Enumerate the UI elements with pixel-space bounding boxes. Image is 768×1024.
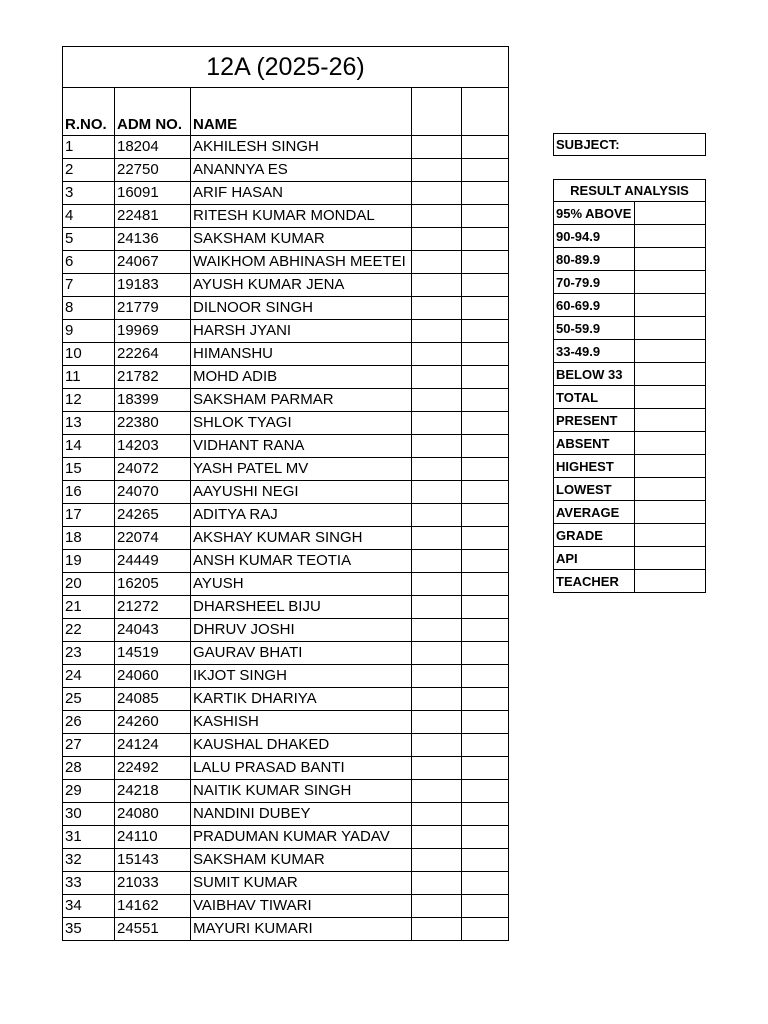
- adm-no-cell[interactable]: 24070: [115, 481, 191, 504]
- adm-no-cell[interactable]: 22492: [115, 757, 191, 780]
- blank-cell[interactable]: [462, 872, 509, 895]
- rno-cell[interactable]: 10: [63, 343, 115, 366]
- analysis-row: [554, 386, 706, 409]
- blank-cell[interactable]: [412, 504, 462, 527]
- blank-cell[interactable]: [462, 803, 509, 826]
- rno-cell[interactable]: 14: [63, 435, 115, 458]
- adm-no-cell[interactable]: 24136: [115, 228, 191, 251]
- analysis-label: 33-49.9: [554, 340, 635, 363]
- blank-cell[interactable]: [462, 412, 509, 435]
- blank-cell[interactable]: [412, 412, 462, 435]
- analysis-label: 80-89.9: [554, 248, 635, 271]
- student-roster-table: [62, 46, 509, 941]
- analysis-row: [554, 501, 706, 524]
- analysis-row: [554, 547, 706, 570]
- analysis-row: [554, 432, 706, 455]
- adm-no-cell[interactable]: 24260: [115, 711, 191, 734]
- rno-cell[interactable]: 1: [63, 136, 115, 159]
- analysis-value-cell[interactable]: [635, 455, 706, 478]
- blank-cell[interactable]: [412, 550, 462, 573]
- rno-cell[interactable]: 20: [63, 573, 115, 596]
- name-cell[interactable]: MAYURI KUMARI: [191, 918, 412, 941]
- name-cell[interactable]: ADITYA RAJ: [191, 504, 412, 527]
- table-row: [63, 550, 509, 573]
- name-cell[interactable]: NAITIK KUMAR SINGH: [191, 780, 412, 803]
- analysis-value-cell[interactable]: [635, 317, 706, 340]
- name-cell[interactable]: NANDINI DUBEY: [191, 803, 412, 826]
- blank-cell[interactable]: [462, 504, 509, 527]
- table-row: [63, 159, 509, 182]
- table-row: [63, 389, 509, 412]
- rno-cell[interactable]: 9: [63, 320, 115, 343]
- table-row: [63, 918, 509, 941]
- table-row: [63, 481, 509, 504]
- rno-cell[interactable]: 26: [63, 711, 115, 734]
- name-cell[interactable]: ANANNYA ES: [191, 159, 412, 182]
- adm-no-cell[interactable]: 21782: [115, 366, 191, 389]
- analysis-value-cell[interactable]: [635, 432, 706, 455]
- analysis-label: 70-79.9: [554, 271, 635, 294]
- analysis-row: [554, 248, 706, 271]
- adm-no-cell[interactable]: 24110: [115, 826, 191, 849]
- name-cell[interactable]: VIDHANT RANA: [191, 435, 412, 458]
- blank-cell[interactable]: [462, 343, 509, 366]
- adm-no-cell[interactable]: 24265: [115, 504, 191, 527]
- blank-cell[interactable]: [462, 274, 509, 297]
- analysis-label: ABSENT: [554, 432, 635, 455]
- rno-cell[interactable]: 29: [63, 780, 115, 803]
- analysis-label: LOWEST: [554, 478, 635, 501]
- blank-cell[interactable]: [412, 159, 462, 182]
- analysis-label: AVERAGE: [554, 501, 635, 524]
- table-row: [63, 619, 509, 642]
- blank-cell[interactable]: [412, 274, 462, 297]
- blank-header-cell[interactable]: [412, 88, 462, 136]
- adm-no-cell[interactable]: 16205: [115, 573, 191, 596]
- table-row: [63, 757, 509, 780]
- blank-cell[interactable]: [412, 573, 462, 596]
- table-row: [63, 665, 509, 688]
- blank-cell[interactable]: [462, 711, 509, 734]
- name-cell[interactable]: DHRUV JOSHI: [191, 619, 412, 642]
- analysis-value-cell[interactable]: [635, 547, 706, 570]
- analysis-value-cell[interactable]: [635, 386, 706, 409]
- adm-no-cell[interactable]: 16091: [115, 182, 191, 205]
- blank-cell[interactable]: [412, 665, 462, 688]
- blank-cell[interactable]: [412, 481, 462, 504]
- name-cell[interactable]: AYUSH KUMAR JENA: [191, 274, 412, 297]
- table-row: [63, 527, 509, 550]
- blank-cell[interactable]: [412, 320, 462, 343]
- header-row: [63, 88, 509, 136]
- table-row: [63, 734, 509, 757]
- name-cell[interactable]: AKSHAY KUMAR SINGH: [191, 527, 412, 550]
- blank-cell[interactable]: [462, 435, 509, 458]
- analysis-label: TOTAL: [554, 386, 635, 409]
- adm-header: ADM NO.: [115, 88, 191, 136]
- rno-cell[interactable]: 22: [63, 619, 115, 642]
- analysis-value-cell[interactable]: [635, 501, 706, 524]
- adm-no-cell[interactable]: 14162: [115, 895, 191, 918]
- rno-cell[interactable]: 3: [63, 182, 115, 205]
- blank-header-cell[interactable]: [462, 88, 509, 136]
- name-cell[interactable]: HARSH JYANI: [191, 320, 412, 343]
- analysis-label: 60-69.9: [554, 294, 635, 317]
- table-row: [63, 297, 509, 320]
- analysis-value-cell[interactable]: [635, 478, 706, 501]
- blank-cell[interactable]: [412, 711, 462, 734]
- blank-cell[interactable]: [462, 596, 509, 619]
- blank-cell[interactable]: [462, 665, 509, 688]
- blank-cell[interactable]: [412, 619, 462, 642]
- adm-no-cell[interactable]: 19183: [115, 274, 191, 297]
- adm-no-cell[interactable]: 14519: [115, 642, 191, 665]
- blank-cell[interactable]: [412, 734, 462, 757]
- rno-cell[interactable]: 2: [63, 159, 115, 182]
- rno-cell[interactable]: 4: [63, 205, 115, 228]
- blank-cell[interactable]: [462, 366, 509, 389]
- blank-cell[interactable]: [412, 826, 462, 849]
- blank-cell[interactable]: [412, 343, 462, 366]
- blank-cell[interactable]: [412, 849, 462, 872]
- blank-cell[interactable]: [412, 205, 462, 228]
- rno-cell[interactable]: 21: [63, 596, 115, 619]
- blank-cell[interactable]: [412, 527, 462, 550]
- blank-cell[interactable]: [462, 550, 509, 573]
- analysis-row: [554, 225, 706, 248]
- name-cell[interactable]: AKHILESH SINGH: [191, 136, 412, 159]
- analysis-row: [554, 317, 706, 340]
- name-cell[interactable]: VAIBHAV TIWARI: [191, 895, 412, 918]
- name-cell[interactable]: HIMANSHU: [191, 343, 412, 366]
- rno-cell[interactable]: 33: [63, 872, 115, 895]
- table-row: [63, 504, 509, 527]
- name-cell[interactable]: SAKSHAM KUMAR: [191, 228, 412, 251]
- adm-no-cell[interactable]: 22264: [115, 343, 191, 366]
- adm-no-cell[interactable]: 19969: [115, 320, 191, 343]
- name-cell[interactable]: KAUSHAL DHAKED: [191, 734, 412, 757]
- analysis-label: PRESENT: [554, 409, 635, 432]
- adm-no-cell[interactable]: 24551: [115, 918, 191, 941]
- result-analysis-title: RESULT ANALYSIS: [554, 180, 706, 202]
- analysis-row: [554, 409, 706, 432]
- blank-cell[interactable]: [462, 734, 509, 757]
- analysis-value-cell[interactable]: [635, 524, 706, 547]
- table-row: [63, 642, 509, 665]
- blank-cell[interactable]: [462, 757, 509, 780]
- analysis-value-cell[interactable]: [635, 225, 706, 248]
- adm-no-cell[interactable]: 14203: [115, 435, 191, 458]
- blank-cell[interactable]: [412, 458, 462, 481]
- name-cell[interactable]: IKJOT SINGH: [191, 665, 412, 688]
- table-row: [63, 251, 509, 274]
- adm-no-cell[interactable]: 18399: [115, 389, 191, 412]
- analysis-value-cell[interactable]: [635, 363, 706, 386]
- table-row: [63, 412, 509, 435]
- blank-cell[interactable]: [412, 757, 462, 780]
- rno-cell[interactable]: 5: [63, 228, 115, 251]
- table-row: [63, 826, 509, 849]
- rno-cell[interactable]: 17: [63, 504, 115, 527]
- blank-cell[interactable]: [462, 826, 509, 849]
- analysis-label: 50-59.9: [554, 317, 635, 340]
- rno-cell[interactable]: 16: [63, 481, 115, 504]
- blank-cell[interactable]: [412, 228, 462, 251]
- name-cell[interactable]: LALU PRASAD BANTI: [191, 757, 412, 780]
- analysis-row: [554, 363, 706, 386]
- blank-cell[interactable]: [462, 297, 509, 320]
- subject-label[interactable]: SUBJECT:: [554, 134, 706, 156]
- name-cell[interactable]: SAKSHAM PARMAR: [191, 389, 412, 412]
- blank-cell[interactable]: [412, 136, 462, 159]
- rno-cell[interactable]: 18: [63, 527, 115, 550]
- adm-no-cell[interactable]: 24124: [115, 734, 191, 757]
- adm-no-cell[interactable]: 24218: [115, 780, 191, 803]
- table-row: [63, 320, 509, 343]
- name-cell[interactable]: MOHD ADIB: [191, 366, 412, 389]
- rno-cell[interactable]: 6: [63, 251, 115, 274]
- table-row: [63, 343, 509, 366]
- analysis-label: GRADE: [554, 524, 635, 547]
- analysis-row: [554, 340, 706, 363]
- name-cell[interactable]: KARTIK DHARIYA: [191, 688, 412, 711]
- analysis-body: [554, 202, 706, 593]
- blank-cell[interactable]: [462, 619, 509, 642]
- name-cell[interactable]: ARIF HASAN: [191, 182, 412, 205]
- adm-no-cell[interactable]: 22481: [115, 205, 191, 228]
- analysis-label: TEACHER: [554, 570, 635, 593]
- name-cell[interactable]: RITESH KUMAR MONDAL: [191, 205, 412, 228]
- name-header: NAME: [191, 88, 412, 136]
- adm-no-cell[interactable]: 24043: [115, 619, 191, 642]
- analysis-label: 90-94.9: [554, 225, 635, 248]
- rno-cell[interactable]: 35: [63, 918, 115, 941]
- adm-no-cell[interactable]: 24080: [115, 803, 191, 826]
- adm-no-cell[interactable]: 22074: [115, 527, 191, 550]
- blank-cell[interactable]: [462, 780, 509, 803]
- blank-cell[interactable]: [462, 573, 509, 596]
- blank-cell[interactable]: [412, 688, 462, 711]
- name-cell[interactable]: AYUSH: [191, 573, 412, 596]
- table-row: [63, 849, 509, 872]
- table-row: [63, 136, 509, 159]
- table-row: [63, 803, 509, 826]
- blank-cell[interactable]: [412, 596, 462, 619]
- rno-cell[interactable]: 32: [63, 849, 115, 872]
- rno-cell[interactable]: 34: [63, 895, 115, 918]
- name-cell[interactable]: DHARSHEEL BIJU: [191, 596, 412, 619]
- rno-cell[interactable]: 11: [63, 366, 115, 389]
- roster-body: [63, 136, 509, 941]
- table-row: [63, 711, 509, 734]
- table-row: [63, 573, 509, 596]
- table-row: [63, 205, 509, 228]
- table-row: [63, 872, 509, 895]
- table-row: [63, 435, 509, 458]
- analysis-label: API: [554, 547, 635, 570]
- name-cell[interactable]: AAYUSHI NEGI: [191, 481, 412, 504]
- adm-no-cell[interactable]: 15143: [115, 849, 191, 872]
- blank-cell[interactable]: [412, 389, 462, 412]
- blank-cell[interactable]: [412, 251, 462, 274]
- analysis-value-cell[interactable]: [635, 202, 706, 225]
- blank-cell[interactable]: [462, 642, 509, 665]
- table-row: [63, 274, 509, 297]
- blank-cell[interactable]: [412, 803, 462, 826]
- adm-no-cell[interactable]: 24085: [115, 688, 191, 711]
- name-cell[interactable]: SAKSHAM KUMAR: [191, 849, 412, 872]
- name-cell[interactable]: KASHISH: [191, 711, 412, 734]
- rno-cell[interactable]: 30: [63, 803, 115, 826]
- adm-no-cell[interactable]: 24067: [115, 251, 191, 274]
- blank-cell[interactable]: [462, 205, 509, 228]
- blank-cell[interactable]: [462, 182, 509, 205]
- result-analysis-table: [553, 179, 706, 593]
- rno-cell[interactable]: 15: [63, 458, 115, 481]
- table-row: [63, 596, 509, 619]
- name-cell[interactable]: PRADUMAN KUMAR YADAV: [191, 826, 412, 849]
- name-cell[interactable]: SHLOK TYAGI: [191, 412, 412, 435]
- rno-cell[interactable]: 19: [63, 550, 115, 573]
- blank-cell[interactable]: [462, 159, 509, 182]
- rno-header: R.NO.: [63, 88, 115, 136]
- analysis-value-cell[interactable]: [635, 271, 706, 294]
- blank-cell[interactable]: [462, 918, 509, 941]
- table-row: [63, 228, 509, 251]
- rno-cell[interactable]: 27: [63, 734, 115, 757]
- adm-no-cell[interactable]: 24449: [115, 550, 191, 573]
- name-cell[interactable]: YASH PATEL MV: [191, 458, 412, 481]
- adm-no-cell[interactable]: 21779: [115, 297, 191, 320]
- name-cell[interactable]: GAURAV BHATI: [191, 642, 412, 665]
- blank-cell[interactable]: [462, 895, 509, 918]
- subject-table: [553, 133, 706, 156]
- blank-cell[interactable]: [412, 297, 462, 320]
- analysis-row: [554, 294, 706, 317]
- rno-cell[interactable]: 13: [63, 412, 115, 435]
- analysis-row: [554, 478, 706, 501]
- rno-cell[interactable]: 25: [63, 688, 115, 711]
- blank-cell[interactable]: [462, 458, 509, 481]
- analysis-value-cell[interactable]: [635, 340, 706, 363]
- adm-no-cell[interactable]: 21272: [115, 596, 191, 619]
- analysis-label: HIGHEST: [554, 455, 635, 478]
- blank-cell[interactable]: [412, 872, 462, 895]
- table-row: [63, 366, 509, 389]
- rno-cell[interactable]: 7: [63, 274, 115, 297]
- adm-no-cell[interactable]: 21033: [115, 872, 191, 895]
- name-cell[interactable]: DILNOOR SINGH: [191, 297, 412, 320]
- blank-cell[interactable]: [462, 688, 509, 711]
- analysis-label: 95% ABOVE: [554, 202, 635, 225]
- name-cell[interactable]: WAIKHOM ABHINASH MEETEI: [191, 251, 412, 274]
- rno-cell[interactable]: 24: [63, 665, 115, 688]
- blank-cell[interactable]: [412, 182, 462, 205]
- analysis-value-cell[interactable]: [635, 294, 706, 317]
- blank-cell[interactable]: [462, 251, 509, 274]
- blank-cell[interactable]: [412, 435, 462, 458]
- analysis-row: [554, 271, 706, 294]
- blank-cell[interactable]: [462, 527, 509, 550]
- blank-cell[interactable]: [412, 895, 462, 918]
- adm-no-cell[interactable]: 22380: [115, 412, 191, 435]
- name-cell[interactable]: ANSH KUMAR TEOTIA: [191, 550, 412, 573]
- analysis-value-cell[interactable]: [635, 409, 706, 432]
- blank-cell[interactable]: [412, 780, 462, 803]
- rno-cell[interactable]: 8: [63, 297, 115, 320]
- blank-cell[interactable]: [462, 849, 509, 872]
- table-row: [63, 458, 509, 481]
- analysis-row: [554, 202, 706, 225]
- class-title: 12A (2025-26): [63, 47, 509, 88]
- blank-cell[interactable]: [462, 389, 509, 412]
- blank-cell[interactable]: [462, 320, 509, 343]
- analysis-label: BELOW 33: [554, 363, 635, 386]
- blank-cell[interactable]: [412, 366, 462, 389]
- blank-cell[interactable]: [462, 481, 509, 504]
- rno-cell[interactable]: 12: [63, 389, 115, 412]
- table-row: [63, 688, 509, 711]
- rno-cell[interactable]: 23: [63, 642, 115, 665]
- adm-no-cell[interactable]: 22750: [115, 159, 191, 182]
- blank-cell[interactable]: [412, 642, 462, 665]
- adm-no-cell[interactable]: 18204: [115, 136, 191, 159]
- blank-cell[interactable]: [462, 136, 509, 159]
- name-cell[interactable]: SUMIT KUMAR: [191, 872, 412, 895]
- adm-no-cell[interactable]: 24060: [115, 665, 191, 688]
- analysis-value-cell[interactable]: [635, 570, 706, 593]
- table-row: [63, 895, 509, 918]
- blank-cell[interactable]: [412, 918, 462, 941]
- adm-no-cell[interactable]: 24072: [115, 458, 191, 481]
- table-row: [63, 780, 509, 803]
- rno-cell[interactable]: 28: [63, 757, 115, 780]
- rno-cell[interactable]: 31: [63, 826, 115, 849]
- analysis-row: [554, 455, 706, 478]
- blank-cell[interactable]: [462, 228, 509, 251]
- table-row: [63, 182, 509, 205]
- analysis-row: [554, 570, 706, 593]
- analysis-row: [554, 524, 706, 547]
- analysis-value-cell[interactable]: [635, 248, 706, 271]
